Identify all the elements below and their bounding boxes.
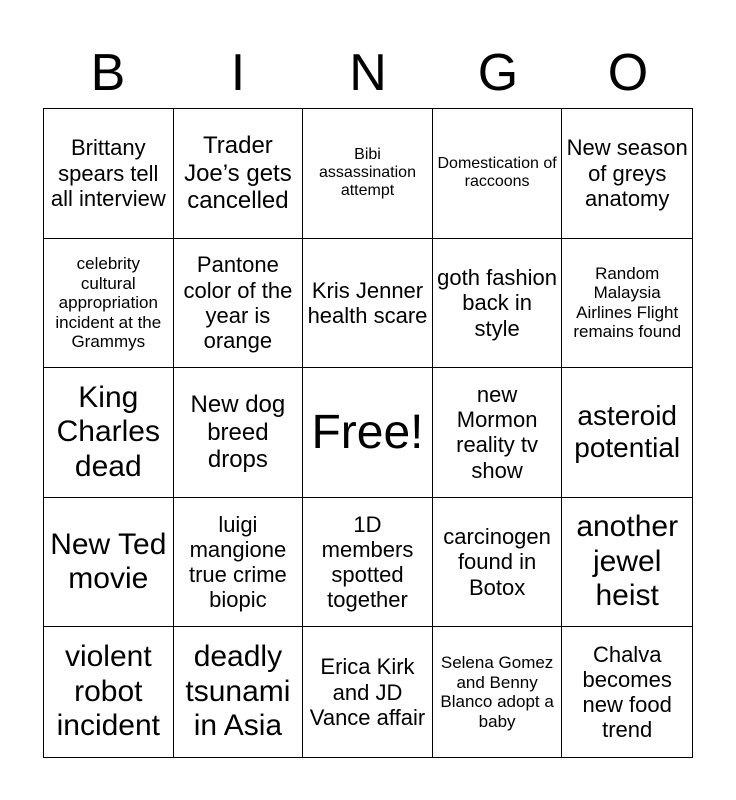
bingo-cell[interactable]: New season of greys anatomy [562,109,692,239]
bingo-cell[interactable]: carcinogen found in Botox [433,498,563,628]
bingo-cell[interactable]: another jewel heist [562,498,692,628]
free-space[interactable]: Free! [303,368,433,498]
bingo-cell[interactable]: New dog breed drops [174,368,304,498]
bingo-cell[interactable]: deadly tsunami in Asia [174,627,304,757]
bingo-cell[interactable]: Chalva becomes new food trend [582,641,672,743]
bingo-cell[interactable]: celebrity cultural appropriation incident at the Grammys [44,239,174,369]
bingo-cell[interactable]: goth fashion back in style [433,239,563,369]
bingo-cell[interactable]: Bibi assassination attempt [303,109,433,239]
bingo-cell[interactable]: Random Malaysia Airlines Flight remains found [562,239,692,369]
bingo-cell[interactable]: 1D members spotted together [303,498,433,628]
bingo-cell[interactable]: New Ted movie [44,498,174,628]
bingo-cell[interactable]: Brittany spears tell all interview [44,109,174,239]
bingo-cell[interactable]: Pantone color of the year is orange [174,239,304,369]
bingo-cell[interactable]: luigi mangione true crime biopic [174,498,304,628]
header-letter-g: G [477,44,519,102]
bingo-cell[interactable]: King Charles dead [44,368,174,498]
bingo-header [43,38,693,108]
bingo-cell[interactable]: Domestication of raccoons [433,109,563,239]
bingo-cell[interactable]: Trader Joe’s gets cancelled [174,109,304,239]
header-letter-b: B [90,44,126,102]
bingo-cell[interactable]: new Mormon reality tv show [433,368,563,498]
bingo-board [43,108,693,758]
bingo-cell[interactable]: Selena Gomez and Benny Blanco adopt a baby [433,627,563,757]
bingo-cell[interactable]: Erica Kirk and JD Vance affair [303,627,433,757]
bingo-cell[interactable]: Kris Jenner health scare [303,239,433,369]
bingo-cell[interactable]: asteroid potential [562,368,692,498]
header-letter-o: O [607,44,649,102]
bingo-cell[interactable]: violent robot incident [44,627,174,757]
header-letter-n: N [349,44,387,102]
header-letter-i: I [230,44,246,102]
